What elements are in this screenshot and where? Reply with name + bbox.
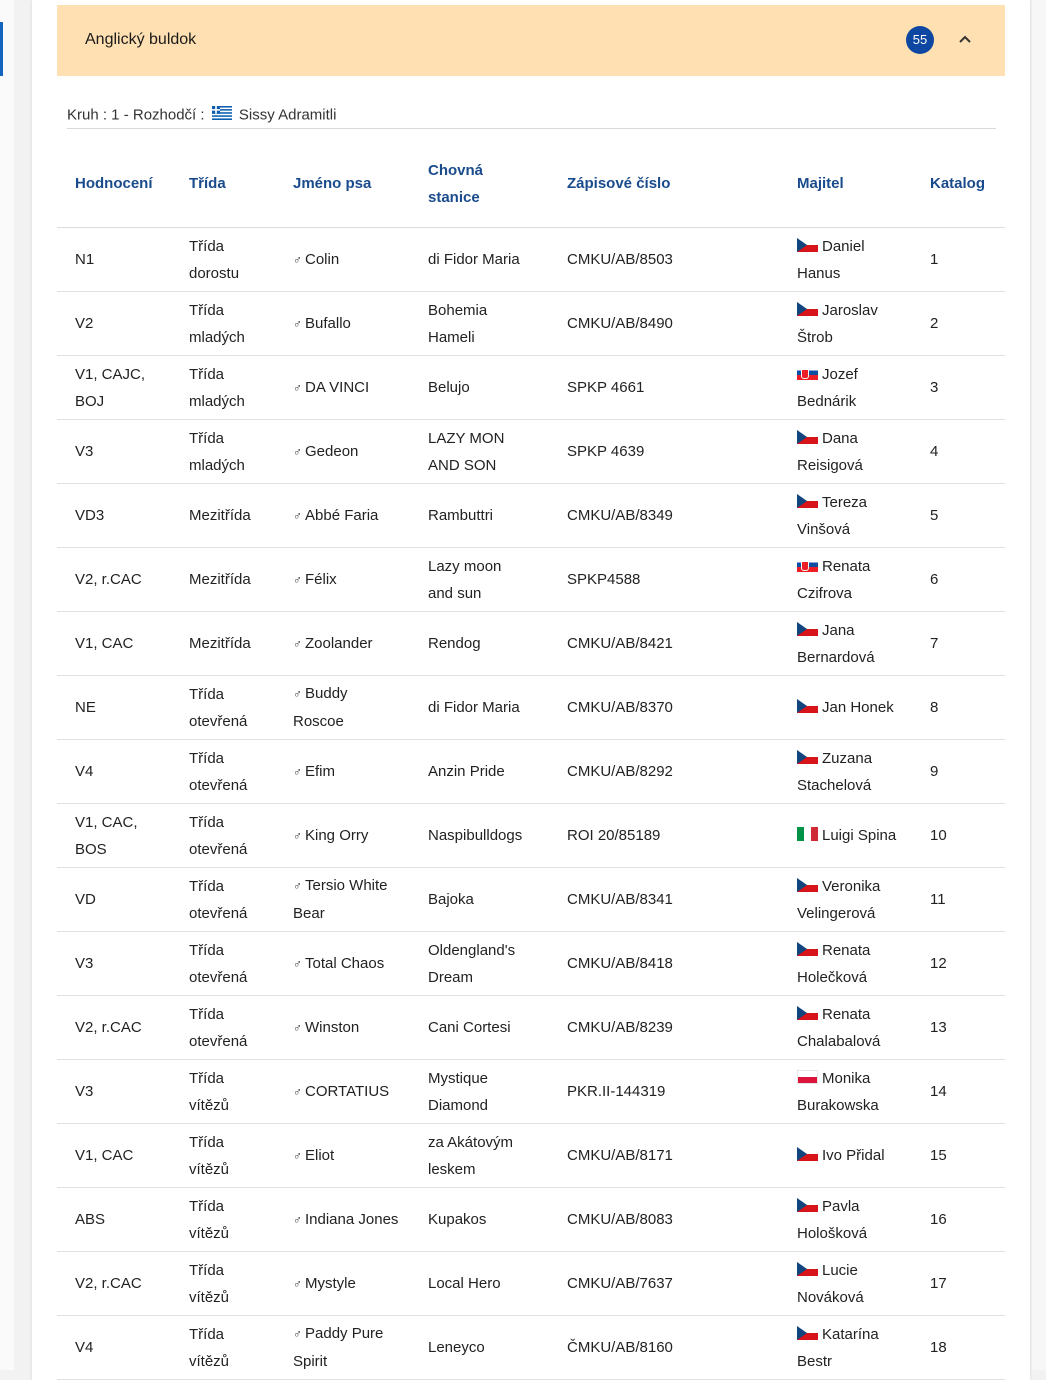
cell-kennel: Bajoka <box>410 868 549 932</box>
cell-owner <box>779 1060 912 1124</box>
cell-reg-number: SPKP 4661 <box>549 356 779 420</box>
male-icon: ♂ <box>293 956 302 971</box>
country-flag-icon <box>797 366 818 380</box>
table-row <box>57 804 1005 868</box>
country-flag-icon <box>797 238 818 252</box>
cell-class: Třída dorostu <box>171 228 275 292</box>
owner-name: Renata Chalabalová <box>797 1005 881 1050</box>
country-flag-icon <box>797 1006 818 1020</box>
cell-class: Třída otevřená <box>171 996 275 1060</box>
cell-rating: V2, r.CAC <box>57 996 171 1060</box>
table-row <box>57 292 1005 356</box>
owner-name: Renata Czifrova <box>797 557 871 602</box>
entries-count-badge: 55 <box>906 26 934 54</box>
cell-kennel: Oldengland's Dream <box>410 932 549 996</box>
side-nav-strip <box>0 0 14 1370</box>
cell-catalog: 11 <box>912 868 1005 932</box>
male-icon: ♂ <box>293 1327 302 1341</box>
cell-reg-number: CMKU/AB/8083 <box>549 1188 779 1252</box>
owner-name: Luigi Spina <box>822 827 897 844</box>
cell-dog-name <box>275 228 410 292</box>
cell-reg-number: CMKU/AB/8490 <box>549 292 779 356</box>
cell-dog-name <box>275 804 410 868</box>
table-row <box>57 676 1005 740</box>
cell-class: Třída mladých <box>171 420 275 484</box>
dog-name: Tersio White Bear <box>293 877 388 922</box>
greece-flag-icon <box>212 106 232 124</box>
cell-catalog: 4 <box>912 420 1005 484</box>
cell-reg-number: PKR.II-144319 <box>549 1060 779 1124</box>
cell-owner <box>779 548 912 612</box>
cell-dog-name <box>275 548 410 612</box>
dog-name: Bufallo <box>305 314 351 332</box>
table-row <box>57 868 1005 932</box>
cell-kennel: za Akátovým leskem <box>410 1124 549 1188</box>
ring-label: Kruh : 1 - Rozhodčí : <box>67 106 205 124</box>
cell-class: Třída otevřená <box>171 676 275 740</box>
header-catalog[interactable]: Katalog <box>912 140 1005 228</box>
cell-rating: V1, CAJC, BOJ <box>57 356 171 420</box>
country-flag-icon <box>797 558 818 572</box>
cell-reg-number: CMKU/AB/8349 <box>549 484 779 548</box>
owner-name: Jan Honek <box>822 699 894 716</box>
owner-name: Dana Reisigová <box>797 429 863 474</box>
dog-name: Colin <box>305 250 340 268</box>
male-icon: ♂ <box>293 687 302 701</box>
male-icon: ♂ <box>293 252 302 267</box>
cell-kennel: di Fidor Maria <box>410 228 549 292</box>
country-flag-icon <box>797 494 818 508</box>
cell-rating: V4 <box>57 1316 171 1380</box>
cell-dog-name <box>275 1188 410 1252</box>
male-icon: ♂ <box>293 764 302 779</box>
dog-name: Buddy Roscoe <box>293 685 348 730</box>
cell-class: Mezitřída <box>171 612 275 676</box>
table-row <box>57 740 1005 804</box>
male-icon: ♂ <box>293 380 302 395</box>
cell-reg-number: SPKP 4639 <box>549 420 779 484</box>
cell-dog-name <box>275 1060 410 1124</box>
country-flag-icon <box>797 302 818 316</box>
table-row <box>57 356 1005 420</box>
cell-kennel: Lazy moon and sun <box>410 548 549 612</box>
cell-catalog: 7 <box>912 612 1005 676</box>
country-flag-icon <box>797 622 818 636</box>
cell-owner <box>779 356 912 420</box>
cell-rating: V2, r.CAC <box>57 548 171 612</box>
cell-dog-name <box>275 1252 410 1316</box>
table-row <box>57 548 1005 612</box>
cell-owner <box>779 1124 912 1188</box>
country-flag-icon <box>797 430 818 444</box>
cell-owner <box>779 868 912 932</box>
header-rating[interactable]: Hodnocení <box>57 140 171 228</box>
cell-reg-number: CMKU/AB/8341 <box>549 868 779 932</box>
cell-owner <box>779 996 912 1060</box>
right-background-strip <box>1032 0 1046 1370</box>
owner-name: Tereza Vinšová <box>797 493 868 538</box>
chevron-up-icon[interactable] <box>955 29 975 49</box>
country-flag-icon <box>797 1147 818 1161</box>
cell-dog-name <box>275 1124 410 1188</box>
table-row <box>57 1124 1005 1188</box>
cell-reg-number: ČMKU/AB/8160 <box>549 1316 779 1380</box>
country-flag-icon <box>797 1198 818 1212</box>
cell-owner <box>779 932 912 996</box>
owner-name: Ivo Přidal <box>822 1147 885 1164</box>
table-row <box>57 996 1005 1060</box>
cell-owner <box>779 676 912 740</box>
male-icon: ♂ <box>293 636 302 651</box>
dog-name: Félix <box>305 570 337 588</box>
cell-class: Třída vítězů <box>171 1124 275 1188</box>
cell-owner <box>779 740 912 804</box>
ring-judge-info <box>67 106 996 129</box>
cell-dog-name <box>275 740 410 804</box>
cell-kennel: Naspibulldogs <box>410 804 549 868</box>
cell-reg-number: CMKU/AB/8418 <box>549 932 779 996</box>
owner-name: Lucie Nováková <box>797 1261 864 1306</box>
cell-catalog: 13 <box>912 996 1005 1060</box>
cell-kennel: Cani Cortesi <box>410 996 549 1060</box>
cell-dog-name <box>275 484 410 548</box>
cell-reg-number: CMKU/AB/8421 <box>549 612 779 676</box>
cell-kennel: Rambuttri <box>410 484 549 548</box>
cell-kennel: LAZY MON AND SON <box>410 420 549 484</box>
cell-catalog: 2 <box>912 292 1005 356</box>
owner-name: Jana Bernardová <box>797 621 875 666</box>
cell-rating: V3 <box>57 932 171 996</box>
dog-name: Abbé Faria <box>305 506 379 524</box>
dog-name: DA VINCI <box>305 378 370 396</box>
side-nav-active-indicator <box>0 22 3 76</box>
table-row <box>57 1252 1005 1316</box>
cell-owner <box>779 484 912 548</box>
cell-reg-number: CMKU/AB/8292 <box>549 740 779 804</box>
cell-kennel: di Fidor Maria <box>410 676 549 740</box>
cell-reg-number: CMKU/AB/8171 <box>549 1124 779 1188</box>
cell-rating: V4 <box>57 740 171 804</box>
male-icon: ♂ <box>293 572 302 587</box>
cell-rating: ABS <box>57 1188 171 1252</box>
cell-dog-name <box>275 868 410 932</box>
cell-catalog: 5 <box>912 484 1005 548</box>
owner-name: Jozef Bednárik <box>797 365 858 410</box>
cell-class: Třída otevřená <box>171 740 275 804</box>
male-icon: ♂ <box>293 316 302 331</box>
cell-kennel: Belujo <box>410 356 549 420</box>
breed-title: Anglický buldok <box>85 31 197 48</box>
cell-class: Třída vítězů <box>171 1060 275 1124</box>
cell-class: Třída otevřená <box>171 932 275 996</box>
cell-class: Třída vítězů <box>171 1188 275 1252</box>
cell-catalog: 12 <box>912 932 1005 996</box>
dog-name: CORTATIUS <box>305 1082 390 1100</box>
cell-kennel: Anzin Pride <box>410 740 549 804</box>
country-flag-icon <box>797 750 818 764</box>
cell-rating: V3 <box>57 1060 171 1124</box>
owner-name: Zuzana Stachelová <box>797 749 873 794</box>
male-icon: ♂ <box>293 1020 302 1035</box>
cell-kennel: Mystique Diamond <box>410 1060 549 1124</box>
cell-catalog: 17 <box>912 1252 1005 1316</box>
cell-dog-name <box>275 996 410 1060</box>
cell-rating: V1, CAC <box>57 1124 171 1188</box>
male-icon: ♂ <box>293 508 302 523</box>
cell-rating: V1, CAC <box>57 612 171 676</box>
cell-reg-number: SPKP4588 <box>549 548 779 612</box>
header-dog-name[interactable]: Jméno psa <box>275 140 410 228</box>
cell-catalog: 10 <box>912 804 1005 868</box>
male-icon: ♂ <box>293 1276 302 1291</box>
cell-reg-number: CMKU/AB/8370 <box>549 676 779 740</box>
male-icon: ♂ <box>293 1212 302 1227</box>
header-class[interactable]: Třída <box>171 140 275 228</box>
cell-owner <box>779 1188 912 1252</box>
cell-kennel: Leneyco <box>410 1316 549 1380</box>
cell-owner <box>779 228 912 292</box>
male-icon: ♂ <box>293 1148 302 1163</box>
cell-class: Mezitřída <box>171 548 275 612</box>
dog-name: Eliot <box>305 1146 335 1164</box>
male-icon: ♂ <box>293 879 302 893</box>
dog-name: Paddy Pure Spirit <box>293 1325 384 1370</box>
cell-rating: V2, r.CAC <box>57 1252 171 1316</box>
header-reg-number[interactable]: Zápisové číslo <box>549 140 779 228</box>
judge-name: Sissy Adramitli <box>238 106 337 124</box>
owner-name: Pavla Hološková <box>797 1197 868 1242</box>
table-row <box>57 1188 1005 1252</box>
cell-dog-name <box>275 420 410 484</box>
breed-panel-header[interactable] <box>57 5 1005 76</box>
table-row <box>57 932 1005 996</box>
cell-kennel: Rendog <box>410 612 549 676</box>
cell-dog-name <box>275 612 410 676</box>
table-row <box>57 1060 1005 1124</box>
cell-owner <box>779 420 912 484</box>
cell-catalog: 8 <box>912 676 1005 740</box>
cell-dog-name <box>275 292 410 356</box>
cell-catalog: 3 <box>912 356 1005 420</box>
male-icon: ♂ <box>293 1084 302 1099</box>
cell-rating: V2 <box>57 292 171 356</box>
cell-rating: N1 <box>57 228 171 292</box>
dog-name: King Orry <box>305 826 369 844</box>
dog-name: Winston <box>305 1018 360 1036</box>
cell-reg-number: ROI 20/85189 <box>549 804 779 868</box>
cell-class: Třída otevřená <box>171 868 275 932</box>
cell-class: Třída mladých <box>171 356 275 420</box>
cell-dog-name <box>275 676 410 740</box>
cell-catalog: 15 <box>912 1124 1005 1188</box>
owner-name: Jaroslav Štrob <box>797 301 878 346</box>
cell-rating: VD3 <box>57 484 171 548</box>
country-flag-icon <box>797 1262 818 1276</box>
owner-name: Monika Burakowska <box>797 1069 879 1114</box>
dog-name: Gedeon <box>305 442 359 460</box>
dog-name: Zoolander <box>305 634 373 652</box>
country-flag-icon <box>797 878 818 892</box>
owner-name: Veronika Velingerová <box>797 877 881 922</box>
dog-name: Indiana Jones <box>305 1210 399 1228</box>
cell-dog-name <box>275 356 410 420</box>
cell-reg-number: CMKU/AB/7637 <box>549 1252 779 1316</box>
results-table <box>57 140 1005 1380</box>
cell-owner <box>779 1252 912 1316</box>
cell-catalog: 9 <box>912 740 1005 804</box>
cell-class: Třída otevřená <box>171 804 275 868</box>
cell-catalog: 14 <box>912 1060 1005 1124</box>
owner-name: Daniel Hanus <box>797 237 865 282</box>
cell-rating: V1, CAC, BOS <box>57 804 171 868</box>
country-flag-icon <box>797 699 818 713</box>
dog-name: Efim <box>305 762 335 780</box>
cell-rating: VD <box>57 868 171 932</box>
cell-class: Mezitřída <box>171 484 275 548</box>
cell-reg-number: CMKU/AB/8239 <box>549 996 779 1060</box>
country-flag-icon <box>797 827 818 841</box>
cell-dog-name <box>275 932 410 996</box>
owner-name: Renata Holečková <box>797 941 871 986</box>
header-kennel[interactable]: Chovná stanice <box>410 140 549 228</box>
cell-owner <box>779 804 912 868</box>
cell-catalog: 18 <box>912 1316 1005 1380</box>
country-flag-icon <box>797 1070 818 1084</box>
dog-name: Mystyle <box>305 1274 356 1292</box>
cell-rating: NE <box>57 676 171 740</box>
cell-kennel: Bohemia Hameli <box>410 292 549 356</box>
cell-catalog: 1 <box>912 228 1005 292</box>
table-row <box>57 484 1005 548</box>
header-owner[interactable]: Majitel <box>779 140 912 228</box>
cell-kennel: Local Hero <box>410 1252 549 1316</box>
cell-owner <box>779 292 912 356</box>
table-row <box>57 420 1005 484</box>
cell-class: Třída vítězů <box>171 1252 275 1316</box>
cell-reg-number: CMKU/AB/8503 <box>549 228 779 292</box>
cell-class: Třída vítězů <box>171 1316 275 1380</box>
country-flag-icon <box>797 1326 818 1340</box>
cell-catalog: 16 <box>912 1188 1005 1252</box>
cell-rating: V3 <box>57 420 171 484</box>
table-row <box>57 228 1005 292</box>
male-icon: ♂ <box>293 444 302 459</box>
table-row <box>57 612 1005 676</box>
results-card <box>32 0 1030 1380</box>
cell-owner <box>779 612 912 676</box>
country-flag-icon <box>797 942 818 956</box>
cell-kennel: Kupakos <box>410 1188 549 1252</box>
dog-name: Total Chaos <box>305 954 385 972</box>
cell-catalog: 6 <box>912 548 1005 612</box>
owner-name: Katarína Bestr <box>797 1325 879 1370</box>
table-header-row <box>57 140 1005 228</box>
male-icon: ♂ <box>293 828 302 843</box>
cell-class: Třída mladých <box>171 292 275 356</box>
